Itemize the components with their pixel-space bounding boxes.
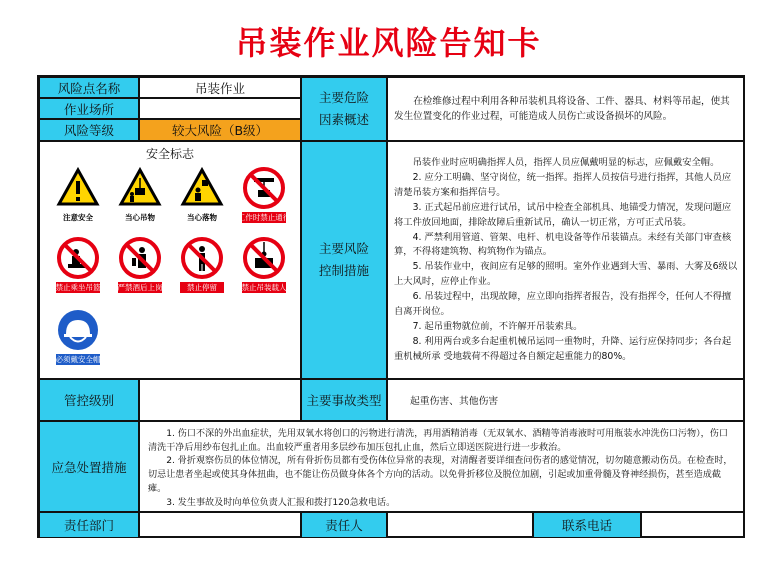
measure-item: 6. 吊装过程中，出现故障，应立即向指挥者报告，没有指挥令，任何人不得擅自离开岗位。 xyxy=(394,291,732,318)
risk-point-label: 风险点名称 xyxy=(39,77,139,98)
measure-item: 3. 正式起吊前应进行试吊，试吊中检查全部机具、地锚受力情况，发现问题应将工件放回地面，排除故障后重新试吊，确认一切正常，方可正式吊装。 xyxy=(394,201,732,228)
measure-item: 4. 严禁利用管道、管架、电杆、机电设备等作吊装锚点。未经有关部门审查核算，不得将建筑物、构筑物作为锚点。 xyxy=(394,231,732,258)
sign-falling-object xyxy=(180,166,224,228)
sign-caption: 当心落物 xyxy=(180,212,224,223)
no-riding-icon xyxy=(56,236,100,280)
emergency-text xyxy=(139,421,745,512)
sign-helmet xyxy=(56,308,100,370)
sign-caption: 必须戴安全帽 xyxy=(55,355,101,364)
sign-caption: 当心吊物 xyxy=(118,212,162,223)
phone-label: 联系电话 xyxy=(533,512,641,538)
emergency-item: 1. 伤口不深的外出血症状，先用双氧水将创口的污物进行清洗，再用酒精消毒（无双氧水、酒精等消毒液时可用瓶装水冲洗伤口污物），伤口清洗干净后用纱布包扎止血。出血较严重者用多层纱布加压包扎止血，然后立即送医院进行进一步救治。 xyxy=(148,429,728,453)
control-measures-label-line2: 控制措施 xyxy=(318,263,369,278)
emergency-label: 应急处置措施 xyxy=(39,421,139,512)
no-drinking-icon xyxy=(118,236,162,280)
risk-level-value: 较大风险（B级） xyxy=(139,119,301,141)
card-title: 吊装作业风险告知卡 xyxy=(235,24,542,62)
emergency-item: 2. 骨折观察伤员的体位情况，所有骨折伤员都有受伤体位异常的表现，对清醒者要详细查问伤者的感觉情况，切勿随意搬动伤员。在检查时，切忌让患者坐起或使其身体扭曲，也不能让伤员做身体各个方向的活动。以免骨折移位及脱位加剧，引起或加重骨髓及脊神经损伤，甚至造成截瘫。 xyxy=(148,456,733,494)
safety-signs-panel xyxy=(39,141,301,379)
sign-no-lifting-people xyxy=(242,236,286,298)
sign-caption: 禁止停留 xyxy=(180,282,224,293)
hanging-load-icon xyxy=(118,166,162,210)
site-value xyxy=(139,98,301,119)
safety-signs-heading: 安全标志 xyxy=(145,147,194,161)
warning-exclamation-icon xyxy=(56,166,100,210)
sign-no-drinking xyxy=(118,236,162,298)
sign-caution xyxy=(56,166,100,228)
dept-label: 责任部门 xyxy=(39,512,139,538)
risk-card xyxy=(37,75,745,538)
main-hazard-label-line1: 主要危险 xyxy=(318,90,369,105)
sign-caption: 工作时禁止通行 xyxy=(237,213,291,222)
main-hazard-text-cell xyxy=(387,77,745,141)
dept-value xyxy=(139,512,301,538)
falling-object-icon xyxy=(180,166,224,210)
control-level-value xyxy=(139,379,301,421)
main-hazard-label-line2: 因素概述 xyxy=(318,112,369,127)
control-level-label: 管控级别 xyxy=(39,379,139,421)
control-measures-label-line1: 主要风险 xyxy=(318,241,369,256)
measure-item: 5. 吊装作业中，夜间应有足够的照明。室外作业遇到大雪、暴雨、大雾及6级以上大风时，应停止作业。 xyxy=(394,261,738,288)
measure-item: 2. 应分工明确、坚守岗位，统一指挥。指挥人员按信号进行指挥，其他人员应清楚吊装方案和指挥信号。 xyxy=(394,171,732,198)
site-label: 作业场所 xyxy=(39,98,139,119)
sign-caption: 严禁酒后上岗 xyxy=(117,283,163,292)
risk-level-label: 风险等级 xyxy=(39,119,139,141)
sign-no-passing xyxy=(237,166,291,228)
main-hazard-text: 在检维修过程中利用各种吊装机具将设备、工件、器具、材料等吊起，使其发生位置变化的作业过程，可能造成人员伤亡或设备损坏的风险。 xyxy=(394,96,730,122)
risk-point-value: 吊装作业 xyxy=(139,77,301,98)
measure-item: 吊装作业时应明确指挥人员，指挥人员应佩戴明显的标志，应佩戴安全帽。 xyxy=(412,157,720,168)
measure-item: 8. 利用两台或多台起重机械吊运同一重物时，升降、运行应保持同步；各台起重机械所承 受地载荷不得超过各自额定起重能力的80%。 xyxy=(394,335,732,362)
person-value xyxy=(387,512,533,538)
accident-type-label: 主要事故类型 xyxy=(301,379,387,421)
sign-no-riding xyxy=(56,236,100,298)
sign-no-stopping xyxy=(180,236,224,298)
no-stopping-icon xyxy=(180,236,224,280)
main-hazard-label xyxy=(301,77,387,141)
phone-value xyxy=(641,512,745,538)
measure-item: 7. 起吊重物就位前，不许解开吊装索具。 xyxy=(412,320,583,332)
helmet-icon xyxy=(56,308,100,352)
sign-caption: 禁止吊装载人 xyxy=(241,283,287,292)
sign-hanging-load xyxy=(118,166,162,228)
control-measures-label xyxy=(301,141,387,379)
control-measures-text xyxy=(387,141,745,379)
no-passing-icon xyxy=(242,166,286,210)
person-label: 责任人 xyxy=(301,512,387,538)
sign-caption: 禁止乘坐吊篮 xyxy=(55,283,101,292)
sign-caption: 注意安全 xyxy=(56,212,100,223)
emergency-item: 3. 发生事故及时向单位负责人汇报和拨打120急救电话。 xyxy=(166,497,396,508)
accident-type-value: 起重伤害、其他伤害 xyxy=(387,379,745,421)
no-lifting-people-icon xyxy=(242,236,286,280)
